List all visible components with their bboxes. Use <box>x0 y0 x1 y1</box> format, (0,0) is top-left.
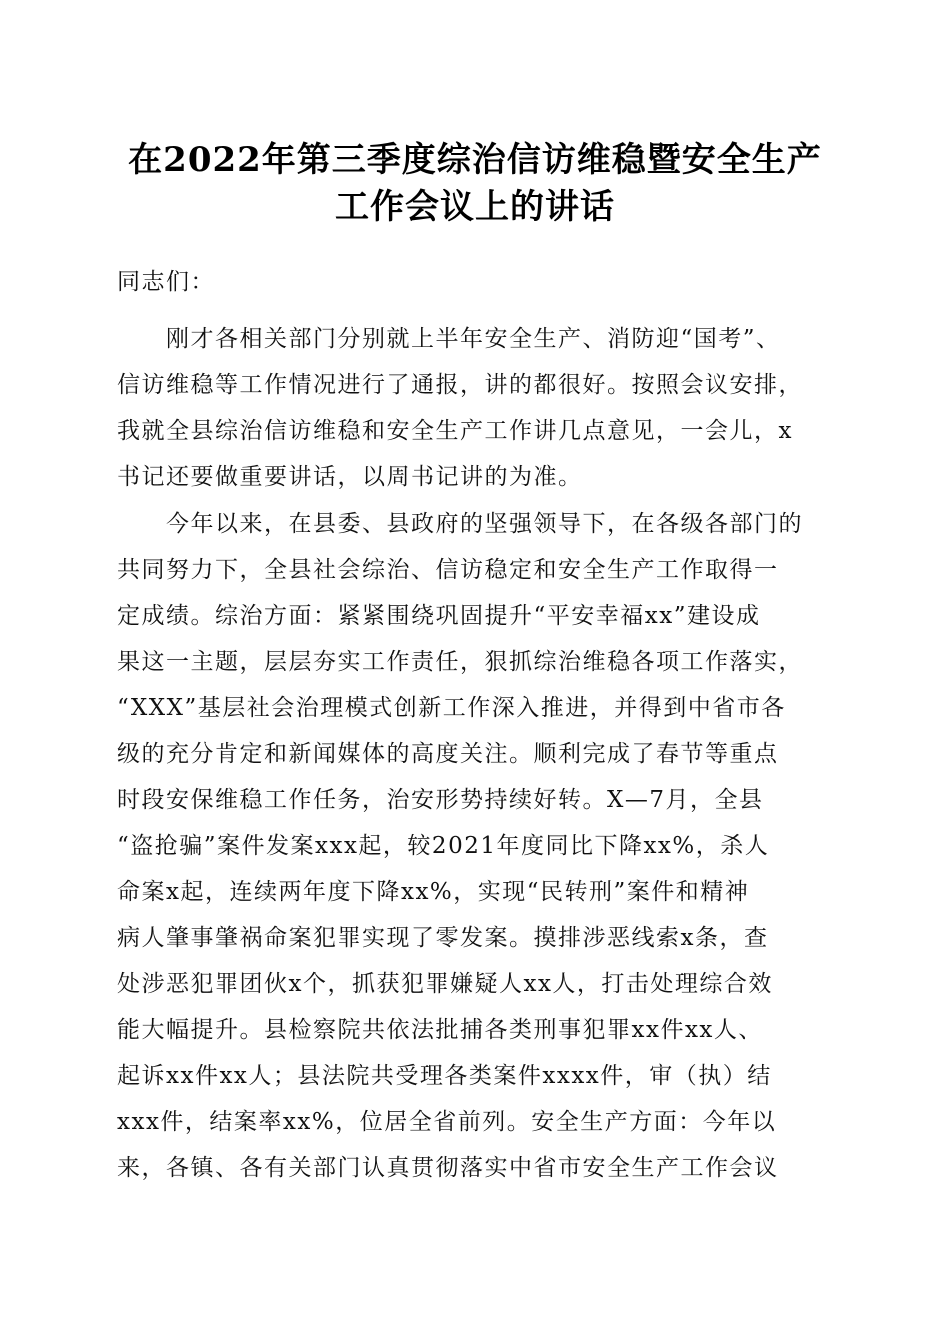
paragraph-2-line: 定成绩。综治方面：紧紧围绕巩固提升“平安幸福xx”建设成 <box>117 603 761 629</box>
paragraph-1-line: 信访维稳等工作情况进行了通报，讲的都很好。按照会议安排， <box>117 372 803 398</box>
paragraph-2-line: 来，各镇、各有关部门认真贯彻落实中省市安全生产工作会议 <box>117 1155 779 1181</box>
paragraph-1-line: 我就全县综治信访维稳和安全生产工作讲几点意见，一会儿，x <box>117 418 793 444</box>
paragraph-2-line: 病人肇事肇祸命案犯罪实现了零发案。摸排涉恶线索x条，查 <box>117 925 769 951</box>
paragraph-2-line: “盗抢骗”案件发案xxx起，较2021年度同比下降xx%，杀人 <box>117 833 770 859</box>
paragraph-2-line: 共同努力下，全县社会综治、信访稳定和安全生产工作取得一 <box>117 557 779 583</box>
paragraph-2-line: 级的充分肯定和新闻媒体的高度关注。顺利完成了春节等重点 <box>117 741 779 767</box>
paragraph-1-line: 刚才各相关部门分别就上半年安全生产、消防迎“国考”、 <box>117 326 781 352</box>
salutation: 同志们： <box>117 269 215 295</box>
paragraph-2-line: 今年以来，在县委、县政府的坚强领导下，在各级各部门的 <box>117 511 803 537</box>
paragraph-2-line: “XXX”基层社会治理模式创新工作深入推进，并得到中省市各 <box>117 695 786 721</box>
document-title-line-1: 在2022年第三季度综治信访维稳暨安全生产 <box>128 140 822 180</box>
paragraph-2-line: xxx件，结案率xx%，位居全省前列。安全生产方面：今年以 <box>117 1109 777 1135</box>
paragraph-2-line: 果这一主题，层层夯实工作责任，狠抓综治维稳各项工作落实， <box>117 649 803 675</box>
paragraph-2-line: 时段安保维稳工作任务，治安形势持续好转。X—7月，全县 <box>117 787 764 813</box>
paragraph-2-line: 起诉xx件xx人；县法院共受理各类案件xxxx件，审（执）结 <box>117 1063 772 1089</box>
paragraph-2-line: 命案x起，连续两年度下降xx%，实现“民转刑”案件和精神 <box>117 879 750 905</box>
paragraph-2-line: 能大幅提升。县检察院共依法批捕各类刑事犯罪xx件xx人、 <box>117 1017 763 1043</box>
document-title-line-2: 工作会议上的讲话 <box>335 187 615 227</box>
paragraph-2-line: 处涉恶犯罪团伙x个，抓获犯罪嫌疑人xx人，打击处理综合效 <box>117 971 773 997</box>
paragraph-1-line: 书记还要做重要讲话，以周书记讲的为准。 <box>117 464 583 490</box>
